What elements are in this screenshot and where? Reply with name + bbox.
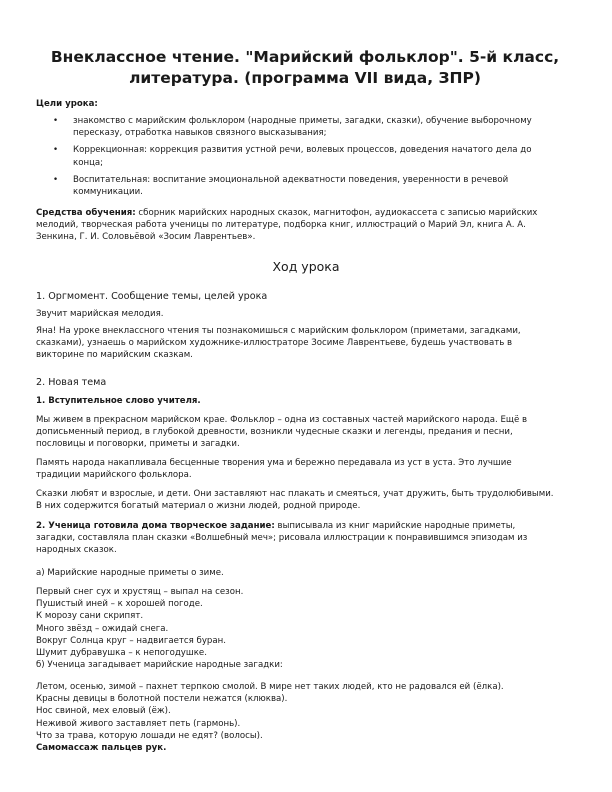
- riddles-heading: б) Ученица загадывает марийские народные загадки:: [36, 660, 283, 671]
- goal-item: [36, 115, 556, 139]
- task-paragraph: [36, 520, 556, 557]
- means-label: Средства обучения:: [36, 208, 136, 218]
- riddle-line: Нос свиной, мех еловый (ёж).: [36, 706, 171, 717]
- goal-text: Коррекционная: коррекция развития устной речи, волевых процессов, доведения начатого дела до конца;: [73, 145, 532, 168]
- sign-line: Много звёзд – ожидай снега.: [36, 623, 169, 634]
- section2-paragraph: Мы живем в прекрасном марийском крае. Фольклор – одна из составных частей марийского народа. Ещё в дописьменный период, в глубокой древности, возникли чудесные сказки и легенды, предания и песни, пословицы и поговорки, приметы и загадки.: [36, 415, 528, 450]
- riddle-line: Летом, осенью, зимой – пахнет терпкою смолой. В мире нет таких людей, кто не радовался ей (ёлка).: [36, 682, 504, 692]
- signs-heading: а) Марийские народные приметы о зиме.: [36, 568, 224, 578]
- section1-paragraph: Яна! На уроке внеклассного чтения ты познакомишься с марийским фольклором (приметами, загадками, сказками), узнаешь о марийском художнике-иллюстраторе Зосиме Лаврентьеве, будешь участвовать в викторине по марийским сказкам.: [36, 326, 521, 361]
- goal-item: [36, 174, 556, 198]
- section2-paragraph: Память народа накапливала бесценные творения ума и бережно передавала из уст в уста. Это лучшие традиции марийского фольклора.: [36, 458, 512, 481]
- goals-list: [36, 115, 556, 203]
- course-heading: Ход урока: [272, 259, 340, 274]
- bullet-icon: •: [53, 116, 59, 126]
- riddle-line: Красны девицы в болотной постели нежатся (клюква).: [36, 694, 288, 705]
- sign-line: Вокруг Солнца круг – надвигается буран.: [36, 635, 226, 646]
- task-label: 2. Ученица готовила дома творческое задание:: [36, 521, 275, 531]
- section2-subheading: 1. Вступительное слово учителя.: [36, 396, 201, 406]
- goal-item: [36, 144, 556, 168]
- section2-heading: 2. Новая тема: [36, 377, 107, 388]
- goals-label: Цели урока:: [36, 99, 98, 109]
- sign-line: Шумит дубравушка – к непогодушке.: [36, 648, 207, 659]
- sign-line: К морозу сани скрипят.: [36, 611, 144, 622]
- bullet-icon: •: [53, 145, 59, 156]
- section2-paragraph: Сказки любят и взрослые, и дети. Они заставляют нас плакать и смеяться, учат дружить, быть трудолюбивыми. В них содержится богатый материал о жизни людей, родной природе.: [36, 489, 554, 512]
- task-text: выписывала из книг марийские народные приметы, загадки, составляла план сказки «Волшебный меч»; рисовала иллюстрации к понравившимся эпизодам из народных сказок.: [36, 521, 528, 556]
- section1-paragraph: Звучит марийская мелодия.: [36, 309, 164, 319]
- section1-heading: 1. Оргмомент. Сообщение темы, целей урока: [36, 291, 268, 302]
- riddle-line: Что за трава, которую лошади не едят? (волосы).: [36, 730, 263, 741]
- massage-heading: Самомассаж пальцев рук.: [36, 743, 167, 754]
- riddle-line: Неживой живого заставляет петь (гармонь).: [36, 718, 241, 729]
- sign-line: Пушистый иней – к хорошей погоде.: [36, 599, 203, 610]
- goal-text: знакомство с марийским фольклором (народные приметы, загадки, сказки), обучение выборочному пересказу, отработка навыков связного высказывания;: [73, 116, 532, 139]
- means-paragraph: [36, 207, 556, 244]
- goal-text: Воспитательная: воспитание эмоциональной адекватности поведения, уверенности в речевой коммуникации.: [73, 174, 509, 198]
- riddles-list: [36, 681, 556, 754]
- signs-list: [36, 586, 556, 671]
- bullet-icon: •: [53, 174, 59, 185]
- document-title: Внеклассное чтение. "Марийский фольклор". 5-й класс, литература. (программа VII вида, ЗПР): [50, 48, 560, 87]
- means-text: сборник марийских народных сказок, магнитофон, аудиокассета с записью марийских мелодий, творческая работа ученицы по литературе, подборка книг, иллюстраций о Марий Эл, книга А. А. Зенкина, Г. И. Соловьёвой «Зосим Лаврентьев».: [36, 208, 538, 243]
- sign-line: Первый снег сух и хрустящ – выпал на сезон.: [36, 587, 244, 597]
